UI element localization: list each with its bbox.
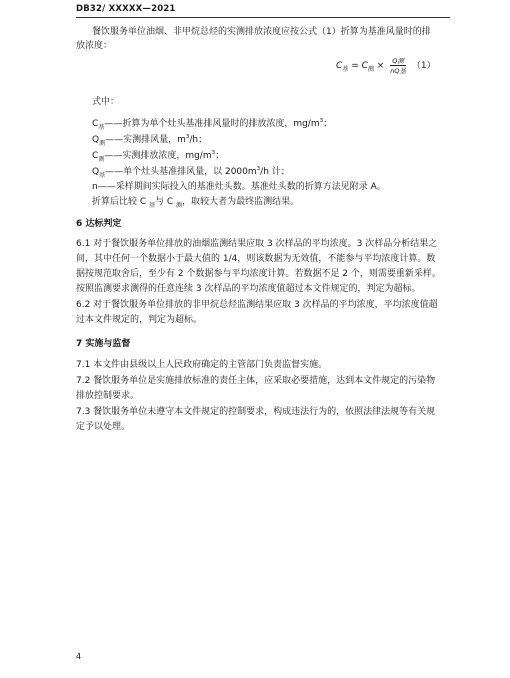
formula-number: （1） [411, 61, 436, 71]
compare-note: 折算后比较 C $_基$与 C $_测$，取较大者为最终监测结果。 [92, 197, 300, 209]
formula-denominator: nQ基 [390, 67, 406, 75]
formula-eq: = [351, 61, 359, 71]
para-6-2-line-1: 6.2 对于餐饮服务单位排放的非甲烷总烃监测结果应取 3 次样品的平均浓度，平均浓度值超 [76, 300, 438, 310]
formula-c: C [361, 61, 368, 71]
para-7-3-line-2: 定予以处理。 [76, 422, 131, 432]
formula-numerator: Q测 [390, 56, 406, 66]
section-6-title: 6 达标判定 [76, 219, 122, 229]
para-7-3-line-1: 7.3 餐饮服务单位未遵守本文件规定的控制要求，构成违法行为的，依照法律法规等有关规 [76, 407, 436, 417]
formula-fraction [390, 56, 406, 75]
def-q-measured: $Q_测——$实测排风量，$m^3/h$； [92, 134, 208, 147]
def-c-measured: $C_测——$实测排放浓度，$mg/m^3$； [92, 150, 225, 163]
para-6-1-line-3: 据按规范取舍后，至少有 2 个数据参与平均浓度计算。若数据不足 2 个，则需要重新采样。 [76, 269, 441, 279]
para-6-1-line-4: 按照监测要求测得的任意连续 3 次样品的平均浓度值超过本文件规定的，判定为超标。 [76, 284, 421, 294]
intro-line-1: 餐饮服务单位油烟、非甲烷总烃的实测排放浓度应按公式（1）折算为基准风量时的排 [92, 27, 431, 37]
where-label: 式中： [92, 97, 120, 107]
def-n: n——采样期间实际投入的基准灶头数。基准灶头数的折算方法见附录 A。 [92, 182, 386, 192]
formula-lhs-sub: 基 [342, 65, 349, 73]
formula-times: × [376, 61, 385, 71]
para-7-2-line-1: 7.2 餐饮服务单位是实施排放标准的责任主体，应采取必要措施，达到本文件规定的污染物 [76, 376, 436, 386]
intro-line-2: 放浓度： [76, 41, 113, 51]
standard-code-header: DB32/ XXXXX—2021 [76, 4, 176, 14]
para-7-2-line-2: 排放控制要求。 [76, 391, 140, 401]
para-6-1-line-2: 间，其中任何一个数据小于最大值的 1/4，则该数据为无效值，不能参与平均浓度计算。数 [76, 254, 436, 264]
para-6-2-line-2: 过本文件规定的，判定为超标。 [76, 315, 203, 325]
header-rule [76, 17, 450, 18]
page-number: 4 [76, 652, 82, 661]
section-7-title: 7 实施与监督 [76, 339, 131, 349]
formula-lhs: C [336, 61, 343, 71]
def-q-base: $Q_基——$单个灶头基准排风量，以 $2000m^3/h$ 计； [92, 166, 290, 179]
para-6-1-line-1: 6.1 对于餐饮服务单位排放的油烟监测结果应取 3 次样品的平均浓度。3 次样品分析结果之 [76, 239, 438, 249]
para-7-1: 7.1 本文件由县级以上人民政府确定的主管部门负责监督实施。 [76, 360, 328, 370]
def-c-base: $C_基——$折算为单个灶头基准排风量时的排放浓度，$mg/m^3$； [92, 118, 333, 131]
formula-c-sub: 测 [367, 65, 374, 73]
conversion-formula [336, 56, 436, 75]
